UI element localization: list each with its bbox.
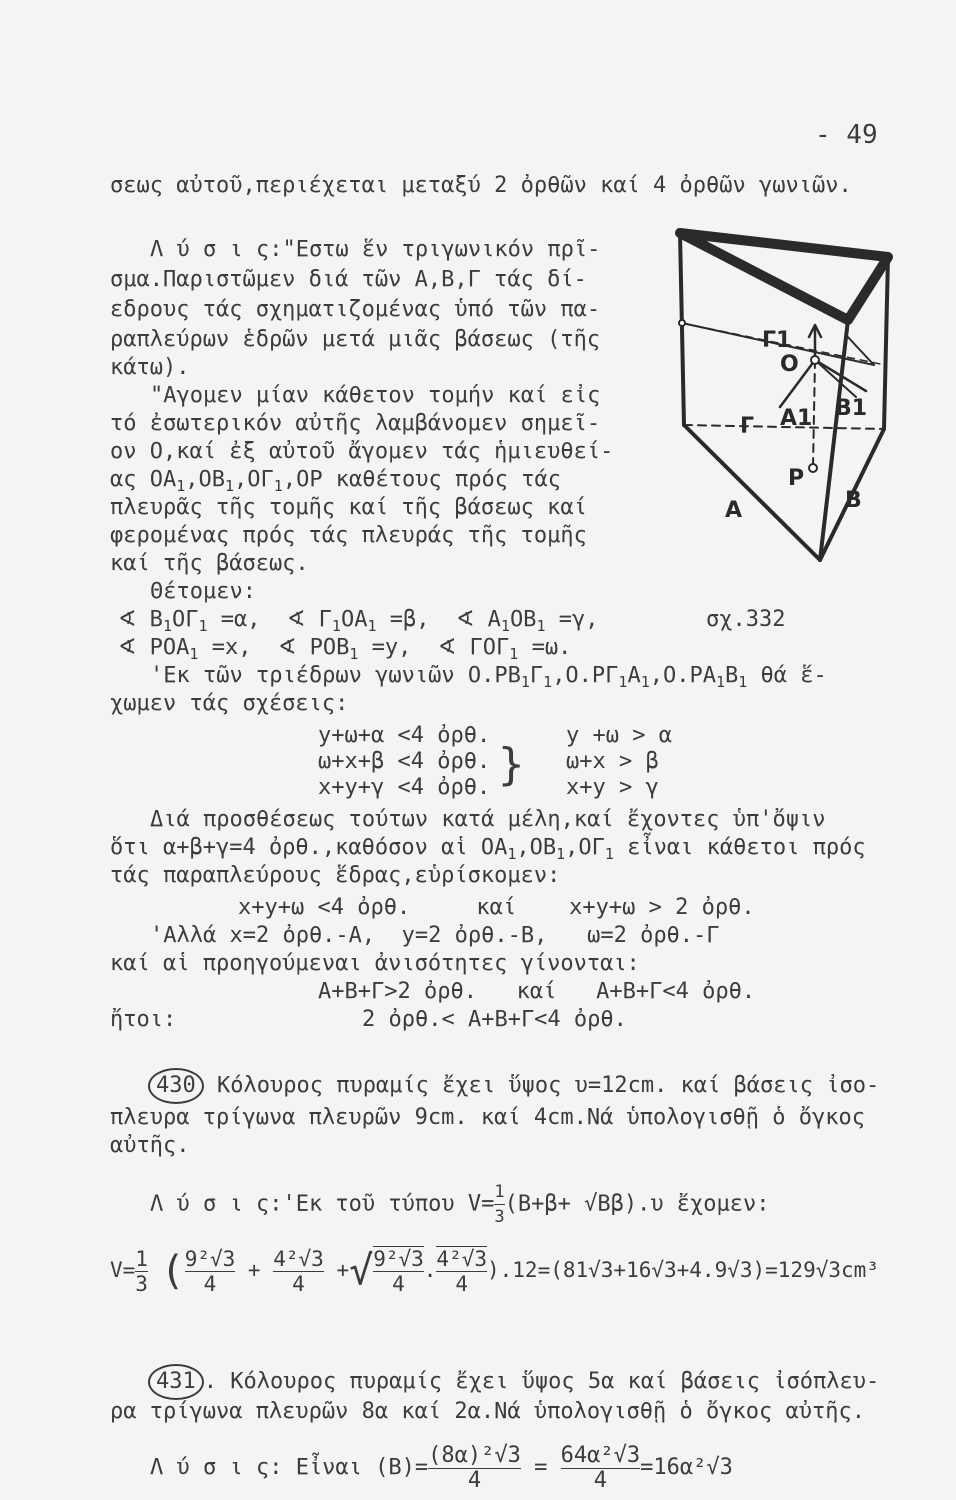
prism-figure <box>630 215 900 585</box>
solution-line-17: χωμεν τάς σχέσεις: <box>110 691 349 716</box>
problem-431-number: 431 <box>148 1364 204 1400</box>
system-left-3: x+y+γ <4 ὀρθ. <box>318 775 491 800</box>
system-brace: } <box>498 739 525 790</box>
label-g1: Γ1 <box>762 328 792 353</box>
text-line-26: 'Αλλά x=2 ὀρθ.-Α, y=2 ὀρθ.-Β, ω=2 ὀρθ.-Γ <box>150 923 720 948</box>
point-p <box>809 464 817 472</box>
problem-431-line-1: 431 . Κόλουρος πυραμίς ἔχει ὕψος 5α καί βάσεις ἰσόπλευ- <box>148 1364 879 1400</box>
problem-430-line-2: πλευρα τρίγωνα πλευρῶν 9cm. καί 4cm.Νά ὑπολογισθῇ ὁ ὄγκος <box>110 1105 865 1130</box>
ray-op <box>813 360 815 467</box>
solution-line-16: 'Εκ τῶν τριέδρων γωνιῶν $O.PB_1\Gamma_1,O.P\Gamma_1A_1,O.PA_1B_1$ θά ἕ- <box>150 663 827 691</box>
label-g: Γ <box>740 414 755 439</box>
solution-line-1: Λ ύ σ ι ς:"Εστω ἕν τριγωνικόν πρῖ- <box>150 237 601 262</box>
angle-defs-line-1: ∢ $B_1O\Gamma_1 =\alpha$, ∢ $\Gamma_1OA_1 =\beta$, ∢ $A_1OB_1 =\gamma$, <box>118 607 599 635</box>
label-b: B <box>845 488 862 513</box>
prism-bottom-left <box>684 425 820 560</box>
solution-line-13: Θέτομεν: <box>150 579 256 604</box>
figure-caption: σχ.332 <box>706 607 786 632</box>
solution-line-4: ραπλεύρων ἑδρῶν μετά μιᾶς βάσεως (τῆς <box>110 327 601 352</box>
text-line-29a: ἤτοι: <box>110 1007 177 1032</box>
solution-430-line: Λ ύ σ ι ς:'Εκ τοῦ τύπου V= $\frac{1}{3}$ (Β+β+ √Ββ).υ ἔχομεν: <box>150 1182 770 1227</box>
solution-line-10: πλευρᾶς τῆς τομῆς καί τῆς βάσεως καί <box>110 495 587 520</box>
point-section-left <box>679 320 685 326</box>
problem-430-number: 430 <box>148 1068 204 1104</box>
label-p: P <box>788 466 805 491</box>
angle-defs-line-2: ∢ $POA_1 =x$, ∢ $POB_1 =y$, ∢ $\Gamma O\Gamma_1 =\omega$. <box>118 635 572 663</box>
label-b1: B1 <box>835 396 868 421</box>
text-line-22: Διά προσθέσεως τούτων κατά μέλη,καί ἔχοντες ὑπ'ὄψιν <box>150 807 826 832</box>
system-right-2: ω+x > β <box>566 749 659 774</box>
text-line-27: καί αἱ προηγούμεναι ἀνισότητες γίνονται: <box>110 951 640 976</box>
system-left-2: ω+x+β <4 ὀρθ. <box>318 749 491 774</box>
solution-line-2: σμα.Παριστῶμεν διά τῶν Α,Β,Γ τάς δί- <box>110 267 587 292</box>
text-line-24: τάς παραπλεύρους ἕδρας,εὑρίσκομεν: <box>110 863 561 888</box>
solution-line-5: κάτω). <box>110 355 190 380</box>
system-right-1: y +ω > α <box>566 723 672 748</box>
solution-line-8: ον Ο,καί ἐξ αὐτοῦ ἄγομεν τάς ἡμιευθεί- <box>110 439 614 464</box>
solution-line-3: εδρους τάς σχηματιζομένας ὑπό τῶν πα- <box>110 297 601 322</box>
problem-431-line-2: ρα τρίγωνα πλευρῶν 8α καί 2α.Νά ὑπολογισθῇ ὁ ὄγκος αὐτῆς. <box>110 1399 865 1424</box>
solution-line-11: φερομένας πρός τάς πλευράς τῆς τομῆς <box>110 523 587 548</box>
point-o <box>811 356 819 364</box>
label-o: O <box>780 352 799 377</box>
problem-430-line-1: 430 Κόλουρος πυραμίς ἔχει ὕψος υ=12cm. καί βάσεις ἰσο- <box>148 1068 879 1104</box>
text-line-23: ὅτι α+β+γ=4 ὀρθ.,καθόσον αἱ $OA_1,OB_1,O\Gamma_1$ εἶναι κάθετοι πρός <box>110 835 866 863</box>
system-left-1: y+ω+α <4 ὀρθ. <box>318 723 491 748</box>
solution-line-6: "Αγομεν μίαν κάθετον τομήν καί εἰς <box>150 383 601 408</box>
volume-430-formula: V= $\frac{1}{3}$ ( $\frac{\text{9²√3}}{4}$ + $\frac{\text{4²√3}}{4}$ +√ $\frac{\text{9²√3}}{4}$ . $\frac{\text{4²√3}}{4}$ ).12=(81√3+16√3+4.9√3)=129√3cm³ <box>110 1246 879 1296</box>
prism-edge-left <box>680 233 684 425</box>
text-line-1: σεως αὐτοῦ,περιέχεται μεταξύ 2 ὀρθῶν καί 4 ὀρθῶν γωνιῶν. <box>110 173 852 198</box>
problem-430-line-3: αὐτῆς. <box>110 1133 190 1158</box>
text-line-25: x+y+ω <4 ὀρθ. καί x+y+ω > 2 ὀρθ. <box>238 895 755 920</box>
label-a: A <box>725 498 743 523</box>
label-a1: A1 <box>780 406 813 431</box>
prism-top-face <box>680 233 888 320</box>
ray-oa1-2 <box>815 360 856 397</box>
solution-line-12: καί τῆς βάσεως. <box>110 551 309 576</box>
text-line-29b: 2 ὀρθ.< Α+Β+Γ<4 ὀρθ. <box>362 1007 627 1032</box>
system-right-3: x+y > γ <box>566 775 659 800</box>
solution-line-7: τό ἐσωτερικόν αὐτῆς λαμβάνομεν σημεῖ- <box>110 411 601 436</box>
solution-431-line: Λ ύ σ ι ς: Εἶναι (Β)= $\frac{\text{(8α)²√3}}{4}$ = $\frac{\text{64α²√3}}{4}$ =16α²√3 <box>150 1442 733 1493</box>
text-line-28: Α+Β+Γ>2 ὀρθ. καί Α+Β+Γ<4 ὀρθ. <box>318 979 756 1004</box>
prism-edge-right <box>884 257 888 429</box>
page-number: - 49 <box>815 120 878 150</box>
solution-line-9: ας $OA_1,OB_1,O\Gamma_1,OP$ καθέτους πρός τάς <box>110 467 561 495</box>
